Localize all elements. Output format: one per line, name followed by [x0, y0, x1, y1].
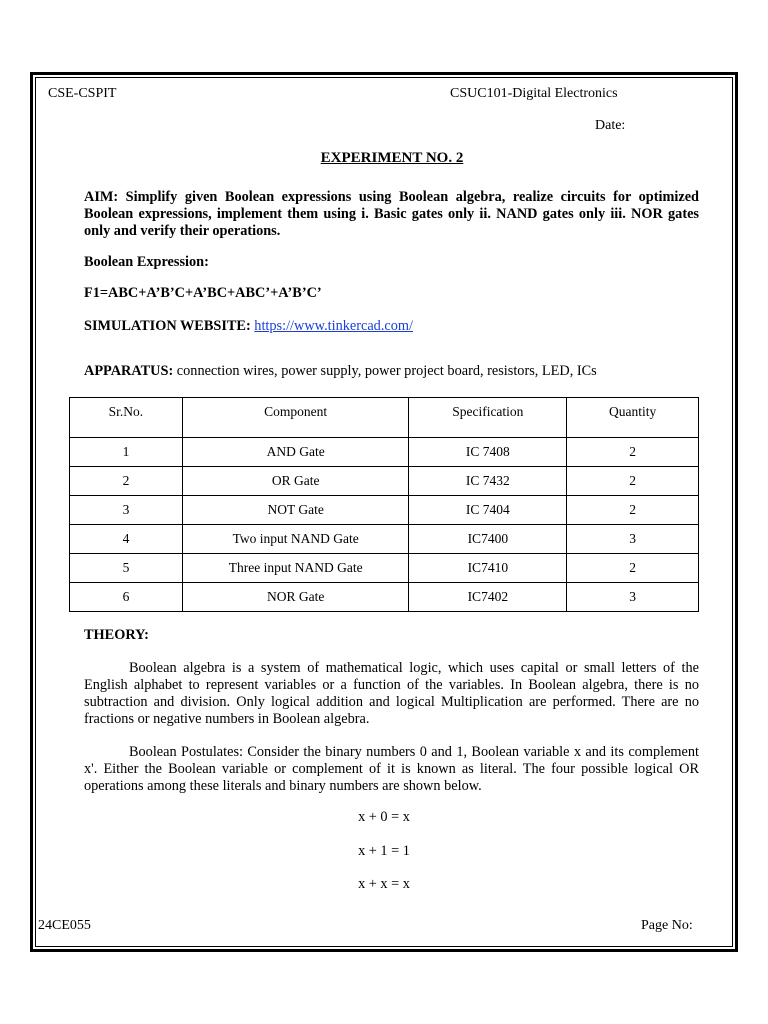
- header-institute: CSE-CSPIT: [48, 86, 117, 101]
- simulation-line: [84, 318, 413, 335]
- cell-quantity: 2: [567, 467, 699, 496]
- cell-quantity: 3: [567, 525, 699, 554]
- cell-quantity: 2: [567, 438, 699, 467]
- cell-component: Three input NAND Gate: [182, 554, 409, 583]
- footer-student-id: 24CE055: [38, 918, 91, 933]
- table-row: [70, 583, 699, 612]
- date-label: Date:: [595, 118, 626, 133]
- cell-srno: 1: [70, 438, 183, 467]
- boolean-expression: F1=ABC+A’B’C+A’BC+ABC’+A’B’C’: [84, 285, 322, 301]
- table-header-row: [70, 398, 699, 438]
- footer-page-label: Page No:: [641, 918, 693, 933]
- table-row: [70, 438, 699, 467]
- apparatus-line: [84, 363, 597, 380]
- apparatus-table: [69, 397, 699, 612]
- equation-3: x + x = x: [358, 876, 410, 892]
- theory-paragraph-2: Boolean Postulates: Consider the binary numbers 0 and 1, Boolean variable x and its complement x'. Either the Boolean variable or complement of it is known as literal. The four possible logical OR operations among these literals and binary numbers are shown below.: [84, 744, 699, 794]
- cell-srno: 2: [70, 467, 183, 496]
- cell-component: AND Gate: [182, 438, 409, 467]
- cell-component: Two input NAND Gate: [182, 525, 409, 554]
- cell-specification: IC7402: [409, 583, 567, 612]
- cell-srno: 4: [70, 525, 183, 554]
- equation-2: x + 1 = 1: [358, 843, 410, 859]
- cell-srno: 5: [70, 554, 183, 583]
- cell-specification: IC 7432: [409, 467, 567, 496]
- cell-component: OR Gate: [182, 467, 409, 496]
- cell-specification: IC7410: [409, 554, 567, 583]
- cell-specification: IC7400: [409, 525, 567, 554]
- header-course: CSUC101-Digital Electronics: [450, 86, 618, 101]
- cell-specification: IC 7404: [409, 496, 567, 525]
- cell-specification: IC 7408: [409, 438, 567, 467]
- equation-1: x + 0 = x: [358, 809, 410, 825]
- cell-quantity: 2: [567, 554, 699, 583]
- expression-label: Boolean Expression:: [84, 254, 209, 270]
- experiment-title: EXPERIMENT NO. 2: [320, 150, 464, 166]
- cell-srno: 6: [70, 583, 183, 612]
- table-row: [70, 496, 699, 525]
- header-quantity: Quantity: [567, 398, 699, 438]
- simulation-link[interactable]: https://www.tinkercad.com/: [254, 318, 413, 334]
- header-component: Component: [182, 398, 409, 438]
- simulation-label: SIMULATION WEBSITE:: [84, 318, 251, 334]
- cell-component: NOR Gate: [182, 583, 409, 612]
- table-row: [70, 467, 699, 496]
- cell-srno: 3: [70, 496, 183, 525]
- aim-text: AIM: Simplify given Boolean expressions using Boolean algebra, realize circuits for optimized Boolean expressions, implement them using i. Basic gates only ii. NAND gates only iii. NOR gates only and verify their operations.: [84, 189, 699, 239]
- table-row: [70, 554, 699, 583]
- theory-paragraph-1: Boolean algebra is a system of mathematical logic, which uses capital or small letters of the English alphabet to represent variables or a function of the variables. In Boolean algebra, there is no subtraction and division. Only logical addition and logical Multiplication are performed. There are no fractions or negative numbers in Boolean algebra.: [84, 660, 699, 727]
- cell-quantity: 2: [567, 496, 699, 525]
- cell-component: NOT Gate: [182, 496, 409, 525]
- apparatus-label: APPARATUS:: [84, 363, 174, 379]
- table-row: [70, 525, 699, 554]
- cell-quantity: 3: [567, 583, 699, 612]
- theory-heading: THEORY:: [84, 627, 149, 643]
- header-srno: Sr.No.: [70, 398, 183, 438]
- apparatus-text: connection wires, power supply, power project board, resistors, LED, ICs: [176, 363, 597, 379]
- header-specification: Specification: [409, 398, 567, 438]
